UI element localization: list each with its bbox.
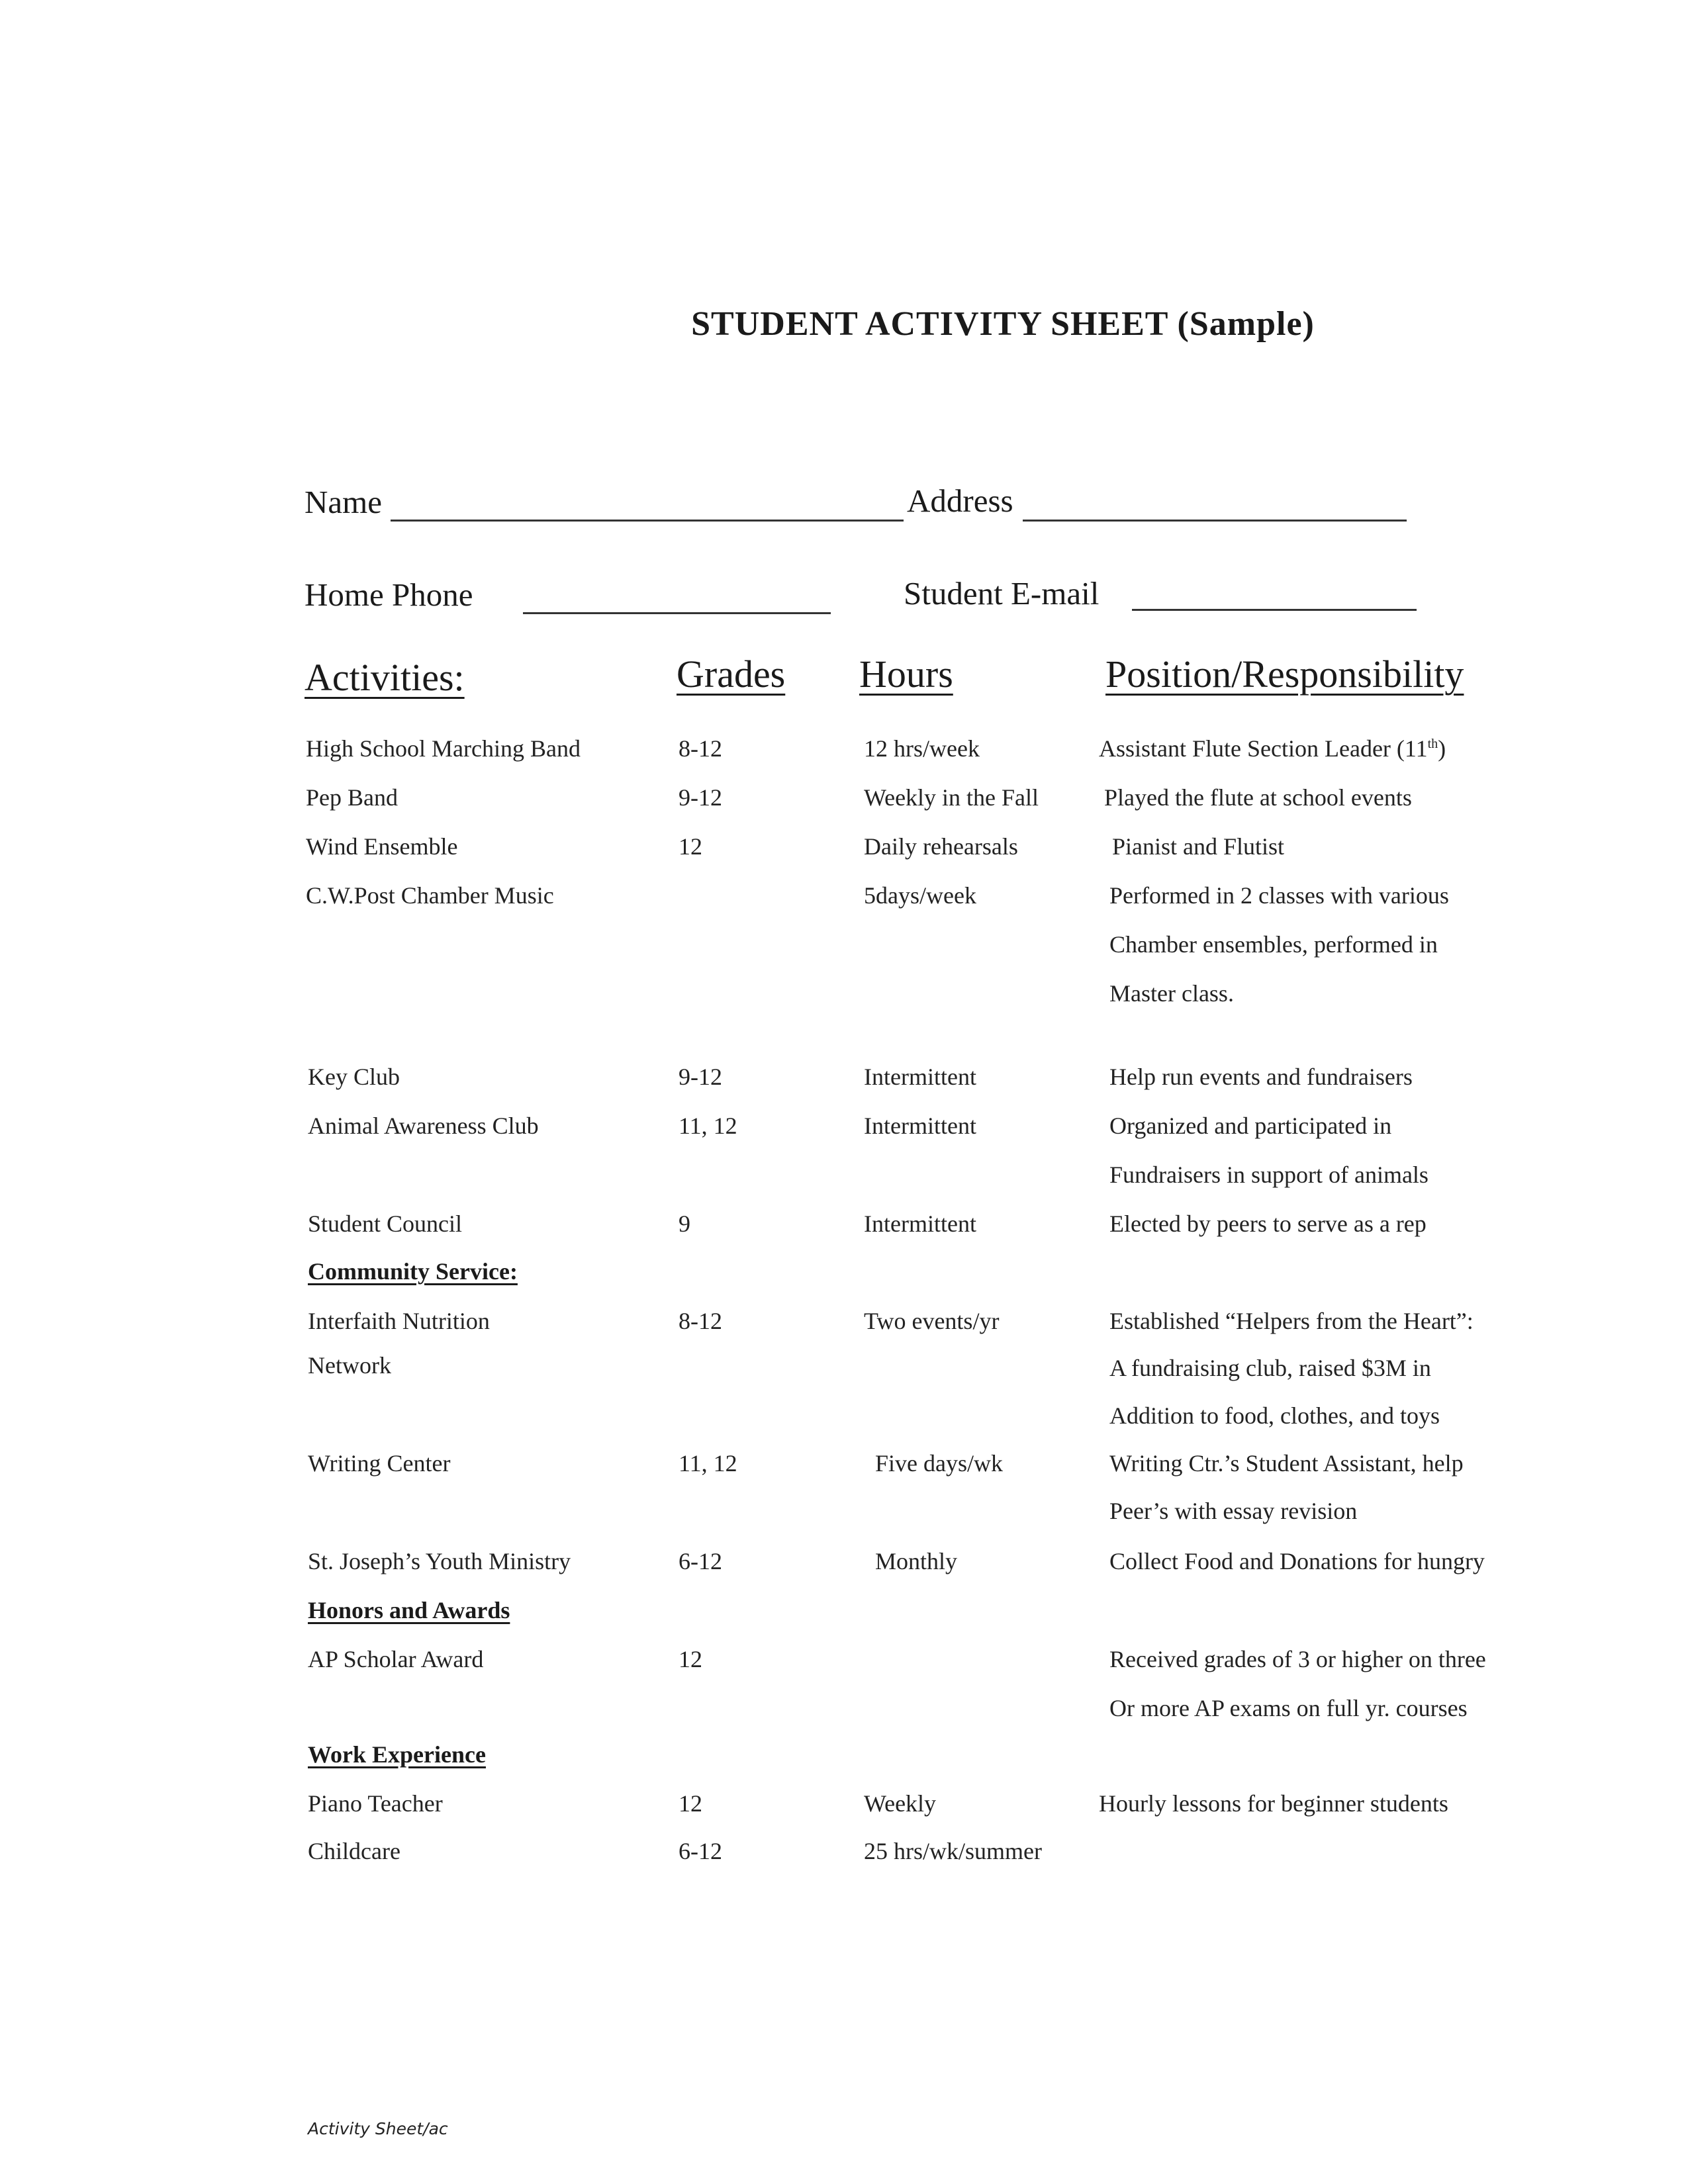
activity-cell: St. Joseph’s Youth Ministry	[308, 1548, 571, 1574]
activity-cell: Pep Band	[306, 784, 398, 811]
hours-cell: Weekly in the Fall	[864, 784, 1039, 811]
grades-cell: 9-12	[679, 784, 722, 811]
position-cell: Established “Helpers from the Heart”:	[1109, 1308, 1474, 1334]
position-cell: Pianist and Flutist	[1112, 833, 1285, 860]
grades-cell: 9-12	[679, 1064, 722, 1090]
email-field[interactable]	[1132, 609, 1417, 611]
grades-cell: 6-12	[679, 1548, 722, 1574]
footer-note: Activity Sheet/ac	[308, 2119, 448, 2138]
grades-cell: 8-12	[679, 1308, 722, 1334]
grades-header: Grades	[677, 653, 786, 696]
hours-cell: 5days/week	[864, 882, 976, 909]
activity-cell: Writing Center	[308, 1450, 451, 1477]
activity-cell: Wind Ensemble	[306, 833, 458, 860]
hours-cell: 12 hrs/week	[864, 735, 980, 762]
position-cell: A fundraising club, raised $3M in	[1109, 1355, 1431, 1381]
position-cell: Chamber ensembles, performed in	[1109, 931, 1438, 958]
activity-cell: Childcare	[308, 1838, 400, 1864]
position-cell: Master class.	[1109, 980, 1234, 1007]
activity-cell: Network	[308, 1352, 391, 1379]
grades-cell: 9	[679, 1210, 690, 1237]
community-service-heading: Community Service:	[308, 1258, 518, 1285]
position-cell: Performed in 2 classes with various	[1109, 882, 1449, 909]
hours-cell: 25 hrs/wk/summer	[864, 1838, 1042, 1864]
home-phone-field[interactable]	[523, 612, 831, 614]
activity-cell: Student Council	[308, 1210, 462, 1237]
position-cell: Or more AP exams on full yr. courses	[1109, 1695, 1468, 1721]
grades-cell: 12	[679, 833, 702, 860]
address-label: Address	[907, 482, 1013, 519]
honors-awards-heading: Honors and Awards	[308, 1597, 510, 1623]
activity-cell: Piano Teacher	[308, 1790, 443, 1817]
grades-cell: 12	[679, 1646, 702, 1672]
grades-cell: 6-12	[679, 1838, 722, 1864]
hours-cell: Two events/yr	[864, 1308, 1000, 1334]
position-cell: Fundraisers in support of animals	[1109, 1161, 1429, 1188]
work-experience-heading: Work Experience	[308, 1741, 486, 1768]
grades-cell: 11, 12	[679, 1113, 737, 1139]
position-cell: Peer’s with essay revision	[1109, 1498, 1358, 1524]
hours-cell: Intermittent	[864, 1064, 976, 1090]
activity-cell: Key Club	[308, 1064, 400, 1090]
home-phone-label: Home Phone	[305, 576, 473, 613]
grades-cell: 11, 12	[679, 1450, 737, 1477]
position-cell: Addition to food, clothes, and toys	[1109, 1402, 1440, 1429]
hours-cell: Intermittent	[864, 1113, 976, 1139]
name-label: Name	[305, 484, 382, 520]
grades-cell: 12	[679, 1790, 702, 1817]
position-cell: Organized and participated in	[1109, 1113, 1392, 1139]
position-cell: Writing Ctr.’s Student Assistant, help	[1109, 1450, 1464, 1477]
position-cell: Elected by peers to serve as a rep	[1109, 1210, 1427, 1237]
hours-cell: Monthly	[875, 1548, 958, 1574]
grades-cell: 8-12	[679, 735, 722, 762]
position-header: Position/Responsibility	[1105, 653, 1464, 696]
hours-cell: Intermittent	[864, 1210, 976, 1237]
address-field[interactable]	[1023, 520, 1407, 522]
activity-cell: High School Marching Band	[306, 735, 581, 762]
position-cell: Help run events and fundraisers	[1109, 1064, 1413, 1090]
hours-cell: Daily rehearsals	[864, 833, 1018, 860]
hours-header: Hours	[859, 653, 953, 696]
activity-cell: Animal Awareness Club	[308, 1113, 539, 1139]
activity-cell: Interfaith Nutrition	[308, 1308, 490, 1334]
activity-cell: C.W.Post Chamber Music	[306, 882, 554, 909]
email-label: Student E-mail	[904, 575, 1100, 612]
hours-cell: Five days/wk	[875, 1450, 1003, 1477]
position-cell: Received grades of 3 or higher on three	[1109, 1646, 1486, 1672]
activities-header: Activities:	[305, 656, 465, 699]
name-field[interactable]	[391, 520, 904, 522]
activity-cell: AP Scholar Award	[308, 1646, 484, 1672]
position-cell: Assistant Flute Section Leader (11th)	[1099, 735, 1446, 762]
hours-cell: Weekly	[864, 1790, 937, 1817]
position-cell: Collect Food and Donations for hungry	[1109, 1548, 1485, 1574]
position-cell: Played the flute at school events	[1104, 784, 1412, 811]
page-title: STUDENT ACTIVITY SHEET (Sample)	[691, 305, 1315, 343]
position-cell: Hourly lessons for beginner students	[1099, 1790, 1448, 1817]
